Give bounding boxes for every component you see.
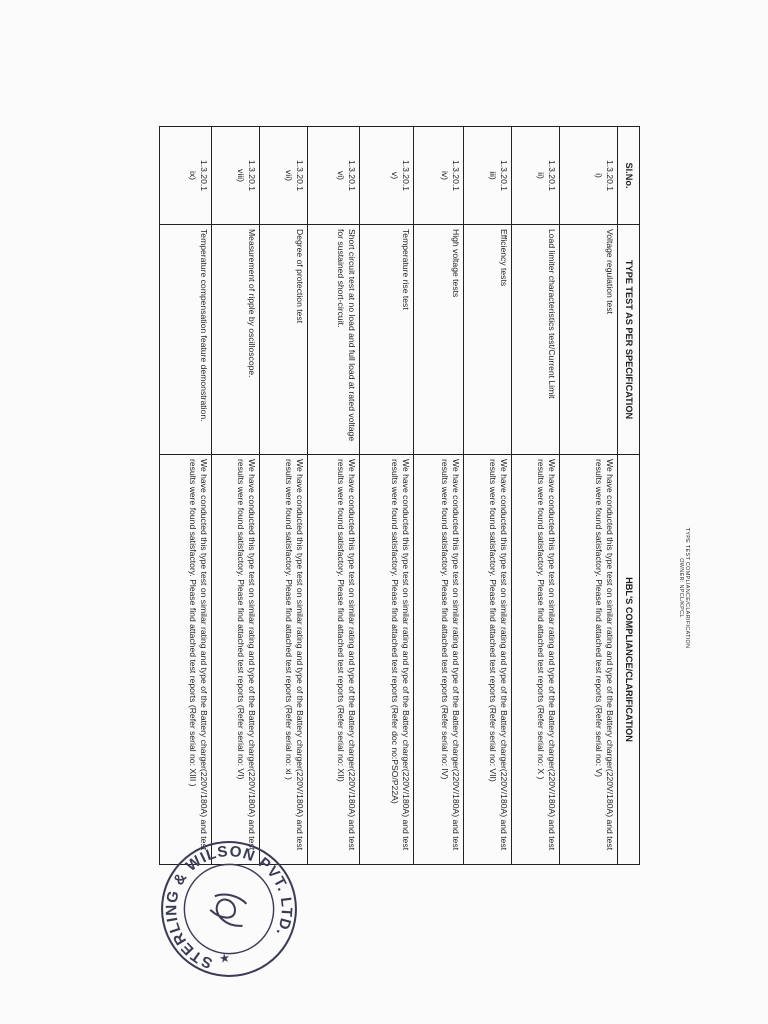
sl-item: viii) bbox=[235, 169, 246, 182]
sl-item: ix) bbox=[187, 170, 198, 181]
seal-star-icon: ★ bbox=[216, 951, 233, 965]
sl-item: i) bbox=[593, 173, 604, 178]
sl-item: iii) bbox=[487, 171, 498, 180]
table-header-row bbox=[617, 127, 639, 865]
type-test-cell: Degree of protection test bbox=[259, 225, 307, 455]
sl-no-cell bbox=[211, 127, 259, 225]
table-row bbox=[259, 127, 307, 865]
compliance-cell: We have conducted this type test on similar rating and type of the Battery charger(220V/180A) and test results were found satisfactory. Please find attached test reports (Refer serial no: XIII ) bbox=[159, 455, 211, 865]
compliance-cell: We have conducted this type test on similar rating and type of the Battery charger(220V/180A) and test results were found satisfactory. Please find attached test reports (Refer doc no:PSO/P22A) bbox=[359, 455, 413, 865]
sl-no-cell bbox=[463, 127, 511, 225]
table-row bbox=[413, 127, 463, 865]
compliance-table bbox=[159, 126, 640, 865]
compliance-cell: We have conducted this type test on similar rating and type of the Battery charger(220V/180A) and test results were found satisfactory. Please find attached test reports (Refer serial no: xi ) bbox=[259, 455, 307, 865]
header-line-2: OWNER: NPCL/KPCL bbox=[678, 558, 684, 618]
sl-item: vii) bbox=[283, 170, 294, 181]
table-row bbox=[559, 127, 617, 865]
sl-no-cell bbox=[559, 127, 617, 225]
page-header bbox=[678, 468, 690, 708]
sl-clause: 1.3.20.1 bbox=[604, 159, 615, 192]
type-test-cell: Short circuit test at no load and full load at rated voltage for sustained short-circuit. bbox=[307, 225, 359, 455]
sl-no-cell bbox=[413, 127, 463, 225]
sl-item: ii) bbox=[535, 172, 546, 179]
type-test-cell: Efficiency tests bbox=[463, 225, 511, 455]
seal-text-right: WILSON bbox=[182, 842, 258, 875]
sl-no-cell bbox=[307, 127, 359, 225]
table-row bbox=[307, 127, 359, 865]
header-line-1: TYPE TEST COMPLIANCE/CLARIFICATION bbox=[684, 527, 690, 649]
seal-text-bottom: PVT. LTD. bbox=[255, 854, 295, 940]
company-seal-stamp bbox=[158, 838, 300, 980]
sl-clause: 1.3.20.1 bbox=[400, 159, 411, 192]
sl-no-cell bbox=[511, 127, 559, 225]
table-row bbox=[463, 127, 511, 865]
sl-clause: 1.3.20.1 bbox=[346, 159, 357, 192]
type-test-cell: Load limiter characteristics test/Current Limit bbox=[511, 225, 559, 455]
sl-clause: 1.3.20.1 bbox=[198, 159, 209, 192]
sl-item: vi) bbox=[335, 170, 346, 181]
table-row bbox=[211, 127, 259, 865]
sl-no-cell bbox=[359, 127, 413, 225]
compliance-cell: We have conducted this type test on similar rating and type of the Battery charger(220V/180A) and test results were found satisfactory. Please find attached test reports (Refer serial no: V) bbox=[559, 455, 617, 865]
table-row bbox=[359, 127, 413, 865]
sl-clause: 1.3.20.1 bbox=[498, 159, 509, 192]
seal-signature-mark bbox=[208, 892, 247, 926]
sl-clause: 1.3.20.1 bbox=[546, 159, 557, 192]
compliance-cell: We have conducted this type test on similar rating and type of the Battery charger(220V/180A) and test results were found satisfactory. Please find attached test reports (Refer serial no: X ) bbox=[511, 455, 559, 865]
compliance-cell: We have conducted this type test on similar rating and type of the Battery charger(220V/180A) and test results were found satisfactory. Please find attached test reports (Refer serial no: XII) bbox=[307, 455, 359, 865]
compliance-cell: We have conducted this type test on similar rating and type of the Battery charger(220V/180A) and test results were found satisfactory. Please find attached test reports (Refer serial no: VI) bbox=[211, 455, 259, 865]
seal-text-top: STERLING & bbox=[163, 869, 215, 972]
type-test-cell: Measurement of ripple by oscilloscope. bbox=[211, 225, 259, 455]
header-type-test: TYPE TEST AS PER SPECIFICATION bbox=[617, 225, 639, 455]
sl-clause: 1.3.20.1 bbox=[450, 159, 461, 192]
compliance-cell: We have conducted this type test on similar rating and type of the Battery charger(220V/180A) and test results were found satisfactory. Please find attached test reports (Refer serial no: IV) bbox=[413, 455, 463, 865]
compliance-cell: We have conducted this type test on similar rating and type of the Battery charger(220V/180A) and test results were found satisfactory. Please find attached test reports (Refer serial no: VII) bbox=[463, 455, 511, 865]
sl-no-cell bbox=[259, 127, 307, 225]
table-row bbox=[159, 127, 211, 865]
sl-item: iv) bbox=[439, 170, 450, 181]
sl-no-cell bbox=[159, 127, 211, 225]
type-test-cell: Temperature rise test bbox=[359, 225, 413, 455]
sl-item: v) bbox=[389, 171, 400, 180]
type-test-cell: Temperature compensation feature demonstration. bbox=[159, 225, 211, 455]
header-sl-no: Sl.No. bbox=[617, 127, 639, 225]
sl-clause: 1.3.20.1 bbox=[294, 159, 305, 192]
table-row bbox=[511, 127, 559, 865]
sl-clause: 1.3.20.1 bbox=[246, 159, 257, 192]
type-test-cell: Voltage regulation test bbox=[559, 225, 617, 455]
type-test-cell: High voltage tests bbox=[413, 225, 463, 455]
header-compliance: HBL'S COMPLIANCE/CLARIFICATION bbox=[617, 455, 639, 865]
